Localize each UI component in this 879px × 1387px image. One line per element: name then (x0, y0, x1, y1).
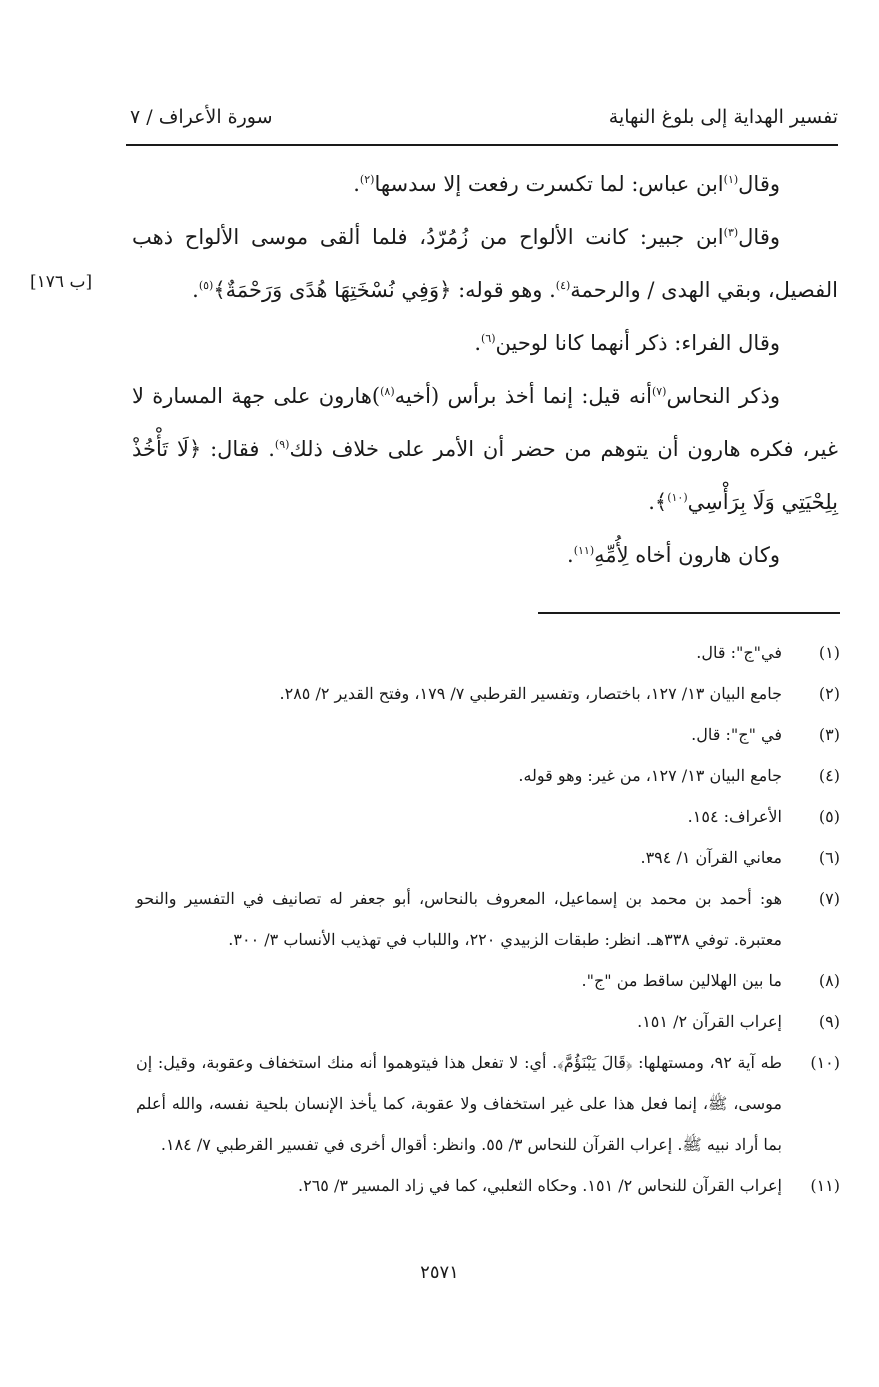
footnote (136, 1165, 840, 1206)
footnote-text: هو: أحمد بن محمد بن إسماعيل، المعروف بالنحاس، أبو جعفر له تصانيف في التفسير والنحو معتبرة. توفي ٣٣٨هـ. انظر: طبقات الزبيدي ٢٢٠، واللباب في تهذيب الأنساب ٣/ ٣٠٠. (136, 889, 782, 949)
footnote-ref[interactable]: (٨) (380, 385, 395, 398)
footnote (136, 796, 840, 837)
surah-title: سورة الأعراف / ٧ (130, 106, 273, 128)
footnote (136, 714, 840, 755)
footnote (136, 755, 840, 796)
running-header (126, 100, 838, 146)
footnote (136, 878, 840, 960)
footnote-number: (٢) (818, 684, 840, 703)
footnote-text: جامع البيان ١٣/ ١٢٧، من غير: وهو قوله. (518, 766, 782, 785)
footnote (136, 837, 840, 878)
footnote-text: معاني القرآن ١/ ٣٩٤. (640, 848, 782, 867)
footnote-text: إعراب القرآن للنحاس ٢/ ١٥١. وحكاه الثعلبي، كما في زاد المسير ٣/ ٢٦٥. (298, 1176, 782, 1195)
footnote-text: ما بين الهلالين ساقط من "ج". (581, 971, 782, 990)
paragraph: وقال الفراء: ذكر أنهما كانا لوحين$^{(٦)}$. (474, 331, 780, 355)
footnote-ref[interactable]: (٩) (274, 438, 290, 451)
footnote-text: الأعراف: ١٥٤. (687, 807, 782, 826)
footnote (136, 1001, 840, 1042)
footnote-ref[interactable]: (٤) (555, 279, 571, 292)
book-title: تفسير الهداية إلى بلوغ النهاية (608, 106, 838, 128)
footnote-number: (١١) (810, 1176, 840, 1195)
paragraph: وكان هارون أخاه لِأُمِّهِ$^{(١١)}$. (567, 543, 780, 567)
footnote-ref[interactable]: (٦) (481, 332, 496, 345)
footnote-number: (٤) (818, 766, 840, 785)
footnote-text: في"ج": قال. (696, 643, 782, 662)
footnote-ref[interactable]: (٢) (359, 173, 375, 186)
paragraph: وقال$^{(٣)}$ابن جبير: كانت الألواح من زُمُرّدُ، فلما ألقى موسى الألواح ذهب الفصيل، وبقي الهدى / والرحمة$^{(٤)}$. وهو قوله: ﴿وَفِي نُسْخَتِهَا هُدًى وَرَحْمَةٌ﴾$^{(٥)}$. (132, 225, 838, 302)
footnote-ref[interactable]: (١) (723, 173, 739, 186)
footnote (136, 632, 840, 673)
footnote-number: (١٠) (810, 1053, 840, 1072)
paragraph: وقال$^{(١)}$ابن عباس: لما تكسرت رفعت إلا سدسها$^{(٢)}$. (353, 172, 780, 196)
footnote (136, 673, 840, 714)
footnote-number: (٧) (818, 889, 840, 908)
footnote-text: إعراب القرآن ٢/ ١٥١. (637, 1012, 782, 1031)
paragraph: وذكر النحاس$^{(٧)}$أنه قيل: إنما أخذ برأس (أخيه$^{(٨)}$)هارون على جهة المسارة لا غير، فكره هارون أن يتوهم من حضر أن الأمر على خلاف ذلك$^{(٩)}$. فقال: ﴿لَا تَأْخُذْ بِلِحْيَتِي وَلَا بِرَأْسِي$^{(١٠)}$﴾. (132, 384, 838, 514)
footnote-separator (538, 612, 840, 614)
page-number: ٢٥٧١ (420, 1262, 459, 1283)
footnote-ref[interactable]: (٧) (651, 385, 667, 398)
footnote-number: (٨) (818, 971, 840, 990)
footnote-number: (٩) (818, 1012, 840, 1031)
footnote-ref[interactable]: (٥) (198, 279, 214, 292)
footnote-text: طه آية ٩٢، ومستهلها: ﴿قَالَ يَبْنَؤُمَّ﴾. أي: لا تفعل هذا فيتوهموا أنه منك استخفاف وعقوبة، وقيل: إن موسى، ﷺ، إنما فعل هذا على غير استخفاف ولا عقوبة، كما يأخذ الإنسان بلحية نفسه، والله أعلم بما أراد نبيه ﷺ. إعراب القرآن للنحاس ٣/ ٥٥. وانظر: أقوال أخرى في تفسير القرطبي ٧/ ١٨٤. (136, 1053, 782, 1154)
main-text (132, 158, 838, 582)
footnotes (136, 632, 840, 1206)
footnote-number: (٣) (818, 725, 840, 744)
manuscript-folio-marker: [ب ١٧٦] (30, 272, 93, 292)
footnote-number: (٥) (818, 807, 840, 826)
footnote-ref[interactable]: (١١) (573, 544, 595, 557)
footnote-number: (٦) (818, 848, 840, 867)
footnote-text: في "ج": قال. (691, 725, 782, 744)
footnote (136, 1042, 840, 1165)
footnote-ref[interactable]: (٣) (723, 226, 739, 239)
footnote-ref[interactable]: (١٠) (667, 491, 688, 504)
footnote-number: (١) (818, 643, 840, 662)
footnote (136, 960, 840, 1001)
footnote-text: جامع البيان ١٣/ ١٢٧، باختصار، وتفسير القرطبي ٧/ ١٧٩، وفتح القدير ٢/ ٢٨٥. (279, 684, 782, 703)
